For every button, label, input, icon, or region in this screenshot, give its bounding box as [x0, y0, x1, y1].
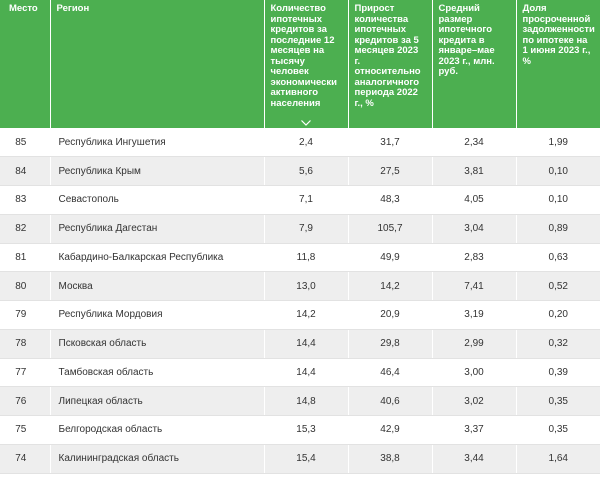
table-row — [0, 272, 600, 301]
cell-overdue-share: 0,63 — [516, 243, 600, 272]
column-header-overdue-share[interactable] — [516, 0, 600, 128]
cell-loans-per-thousand: 14,8 — [264, 387, 348, 416]
table-row — [0, 358, 600, 387]
cell-region: Москва — [50, 272, 264, 301]
cell-loans-per-thousand: 15,4 — [264, 444, 348, 473]
cell-region: Кабардино-Балкарская Республика — [50, 243, 264, 272]
cell-region: Липецкая область — [50, 387, 264, 416]
table-row — [0, 387, 600, 416]
cell-avg-loan-size: 7,41 — [432, 272, 516, 301]
cell-loans-per-thousand: 2,4 — [264, 128, 348, 157]
cell-place: 81 — [0, 243, 50, 272]
cell-loan-growth: 14,2 — [348, 272, 432, 301]
cell-avg-loan-size: 3,19 — [432, 301, 516, 330]
cell-loan-growth: 20,9 — [348, 301, 432, 330]
cell-loans-per-thousand: 15,3 — [264, 416, 348, 445]
table-row — [0, 329, 600, 358]
cell-avg-loan-size: 3,44 — [432, 444, 516, 473]
cell-overdue-share: 0,32 — [516, 329, 600, 358]
cell-loan-growth: 27,5 — [348, 157, 432, 186]
column-header-avg-loan-size[interactable] — [432, 0, 516, 128]
cell-overdue-share: 0,39 — [516, 358, 600, 387]
cell-place: 82 — [0, 214, 50, 243]
cell-avg-loan-size: 3,37 — [432, 416, 516, 445]
cell-overdue-share: 0,35 — [516, 387, 600, 416]
cell-region: Белгородская область — [50, 416, 264, 445]
cell-avg-loan-size: 2,34 — [432, 128, 516, 157]
column-header-label: Количество ипотечных кредитов за последние 12 месяцев на тысячу человек экономически активного населения — [270, 3, 338, 109]
cell-overdue-share: 0,20 — [516, 301, 600, 330]
column-header-label: Место — [9, 3, 38, 14]
cell-region: Республика Дагестан — [50, 214, 264, 243]
cell-loan-growth: 48,3 — [348, 186, 432, 215]
column-header-label: Средний размер ипотечного кредита в январе–мае 2023 г., млн. руб. — [438, 3, 495, 77]
cell-place: 84 — [0, 157, 50, 186]
cell-avg-loan-size: 3,02 — [432, 387, 516, 416]
header-row — [0, 0, 600, 128]
cell-overdue-share: 0,35 — [516, 416, 600, 445]
column-header-region[interactable] — [50, 0, 264, 128]
cell-overdue-share: 0,89 — [516, 214, 600, 243]
column-header-place[interactable] — [0, 0, 50, 128]
cell-avg-loan-size: 4,05 — [432, 186, 516, 215]
cell-loan-growth: 31,7 — [348, 128, 432, 157]
table-row — [0, 128, 600, 157]
table-row — [0, 416, 600, 445]
cell-place: 85 — [0, 128, 50, 157]
cell-region: Республика Крым — [50, 157, 264, 186]
cell-overdue-share: 1,99 — [516, 128, 600, 157]
cell-avg-loan-size: 3,04 — [432, 214, 516, 243]
cell-place: 83 — [0, 186, 50, 215]
cell-place: 80 — [0, 272, 50, 301]
cell-overdue-share: 0,10 — [516, 157, 600, 186]
cell-loan-growth: 49,9 — [348, 243, 432, 272]
table-body — [0, 128, 600, 473]
cell-place: 76 — [0, 387, 50, 416]
cell-loans-per-thousand: 5,6 — [264, 157, 348, 186]
cell-loans-per-thousand: 7,1 — [264, 186, 348, 215]
cell-avg-loan-size: 2,99 — [432, 329, 516, 358]
cell-overdue-share: 1,64 — [516, 444, 600, 473]
column-header-label: Доля просроченной задолженности по ипотеке на 1 июня 2023 г., % — [522, 3, 595, 67]
table-row — [0, 157, 600, 186]
cell-avg-loan-size: 3,00 — [432, 358, 516, 387]
cell-place: 74 — [0, 444, 50, 473]
table-row — [0, 301, 600, 330]
cell-loans-per-thousand: 14,4 — [264, 329, 348, 358]
table-row — [0, 214, 600, 243]
column-header-loans-per-thousand[interactable] — [264, 0, 348, 128]
chevron-down-icon[interactable] — [301, 120, 311, 126]
cell-avg-loan-size: 3,81 — [432, 157, 516, 186]
cell-region: Республика Ингушетия — [50, 128, 264, 157]
cell-loans-per-thousand: 14,2 — [264, 301, 348, 330]
cell-loan-growth: 46,4 — [348, 358, 432, 387]
cell-region: Республика Мордовия — [50, 301, 264, 330]
cell-overdue-share: 0,52 — [516, 272, 600, 301]
table-header — [0, 0, 600, 128]
cell-loan-growth: 105,7 — [348, 214, 432, 243]
cell-loan-growth: 40,6 — [348, 387, 432, 416]
cell-loan-growth: 42,9 — [348, 416, 432, 445]
cell-region: Тамбовская область — [50, 358, 264, 387]
column-header-label: Регион — [56, 3, 90, 14]
column-header-label: Прирост количества ипотечных кредитов за 5 месяцев 2023 г. относительно аналогичного периода 2022 г., % — [354, 3, 421, 109]
column-header-loan-growth[interactable] — [348, 0, 432, 128]
cell-loan-growth: 38,8 — [348, 444, 432, 473]
cell-loans-per-thousand: 14,4 — [264, 358, 348, 387]
cell-place: 77 — [0, 358, 50, 387]
cell-place: 79 — [0, 301, 50, 330]
cell-loan-growth: 29,8 — [348, 329, 432, 358]
cell-overdue-share: 0,10 — [516, 186, 600, 215]
cell-place: 75 — [0, 416, 50, 445]
cell-region: Севастополь — [50, 186, 264, 215]
cell-avg-loan-size: 2,83 — [432, 243, 516, 272]
cell-region: Псковская область — [50, 329, 264, 358]
table-row — [0, 243, 600, 272]
cell-region: Калининградская область — [50, 444, 264, 473]
table-row — [0, 186, 600, 215]
cell-loans-per-thousand: 13,0 — [264, 272, 348, 301]
cell-loans-per-thousand: 11,8 — [264, 243, 348, 272]
table-row — [0, 444, 600, 473]
cell-loans-per-thousand: 7,9 — [264, 214, 348, 243]
cell-place: 78 — [0, 329, 50, 358]
